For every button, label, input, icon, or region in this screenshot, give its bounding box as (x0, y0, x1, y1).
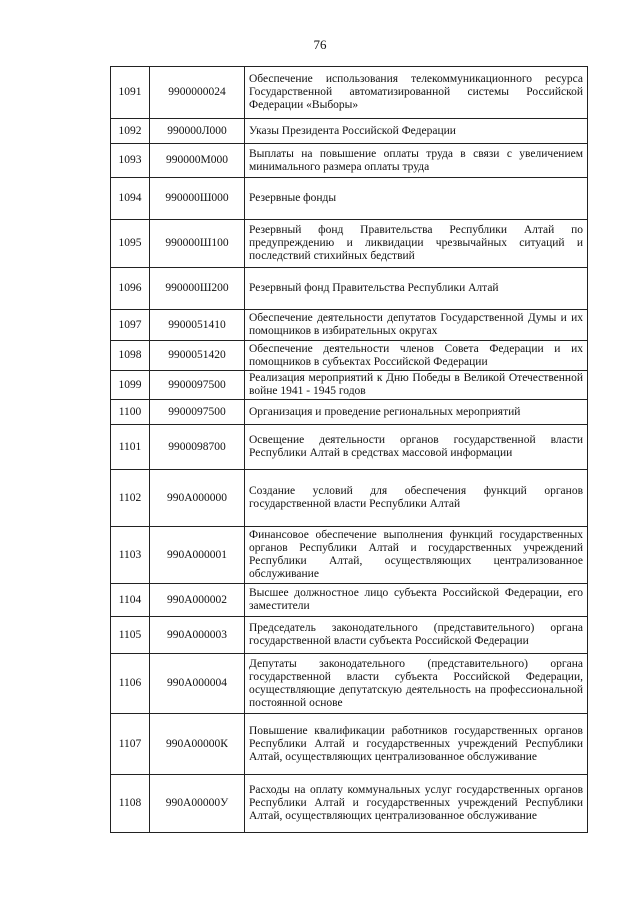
article-description: Повышение квалификации работников государственных органов Республики Алтай и государственных учреждений Республики Алтай, осуществляющих централизованное обслуживание (245, 714, 588, 775)
row-number: 1098 (111, 341, 150, 371)
target-article-code: 990А00000К (150, 714, 245, 775)
row-number: 1095 (111, 220, 150, 268)
row-number: 1102 (111, 470, 150, 527)
table-row (111, 400, 588, 425)
table-row (111, 654, 588, 714)
table-row (111, 144, 588, 178)
target-article-code: 990000Ш000 (150, 178, 245, 220)
table-row (111, 220, 588, 268)
target-article-code: 990А000002 (150, 584, 245, 617)
article-description: Резервный фонд Правительства Республики Алтай (245, 268, 588, 310)
target-article-code: 9900097500 (150, 371, 245, 400)
row-number: 1094 (111, 178, 150, 220)
target-article-code: 990000Ш100 (150, 220, 245, 268)
article-description: Обеспечение деятельности членов Совета Федерации и их помощников в субъектах Российской Федерации (245, 341, 588, 371)
page-number: 76 (313, 37, 327, 52)
article-description: Обеспечение деятельности депутатов Государственной Думы и их помощников в избирательных округах (245, 310, 588, 341)
table-row (111, 310, 588, 341)
table-row (111, 119, 588, 144)
article-description: Расходы на оплату коммунальных услуг государственных органов Республики Алтай и государственных учреждений Республики Алтай, осуществляющих централизованное обслуживание (245, 775, 588, 833)
target-article-code: 990А000003 (150, 617, 245, 654)
row-number: 1091 (111, 67, 150, 119)
target-article-code: 9900051420 (150, 341, 245, 371)
target-article-code: 990А000001 (150, 527, 245, 584)
target-article-code: 9900097500 (150, 400, 245, 425)
target-article-code: 9900098700 (150, 425, 245, 470)
row-number: 1107 (111, 714, 150, 775)
article-description: Выплаты на повышение оплаты труда в связи с увеличением минимального размера оплаты труда (245, 144, 588, 178)
table-row (111, 617, 588, 654)
row-number: 1097 (111, 310, 150, 341)
article-description: Организация и проведение региональных мероприятий (245, 400, 588, 425)
row-number: 1096 (111, 268, 150, 310)
table-row (111, 775, 588, 833)
row-number: 1099 (111, 371, 150, 400)
article-description: Депутаты законодательного (представительного) органа государственной власти субъекта Российской Федерации, осуществляющие депутатскую деятельность на профессиональной постоянной основе (245, 654, 588, 714)
table-row (111, 425, 588, 470)
table-row (111, 178, 588, 220)
target-article-code: 9900000024 (150, 67, 245, 119)
article-description: Резервный фонд Правительства Республики Алтай по предупреждению и ликвидации чрезвычайных ситуаций и последствий стихийных бедствий (245, 220, 588, 268)
target-article-code: 990А00000У (150, 775, 245, 833)
row-number: 1100 (111, 400, 150, 425)
row-number: 1093 (111, 144, 150, 178)
table-row (111, 371, 588, 400)
article-description: Резервные фонды (245, 178, 588, 220)
table-row (111, 67, 588, 119)
article-description: Председатель законодательного (представительного) органа государственной власти субъекта Российской Федерации (245, 617, 588, 654)
row-number: 1104 (111, 584, 150, 617)
target-article-code: 990000М000 (150, 144, 245, 178)
target-article-code: 990А000004 (150, 654, 245, 714)
table-row (111, 470, 588, 527)
budget-classification-table (110, 66, 588, 833)
target-article-code: 990000Ш200 (150, 268, 245, 310)
table-row (111, 341, 588, 371)
row-number: 1101 (111, 425, 150, 470)
table-row (111, 714, 588, 775)
row-number: 1106 (111, 654, 150, 714)
table-row (111, 268, 588, 310)
row-number: 1092 (111, 119, 150, 144)
article-description: Высшее должностное лицо субъекта Российской Федерации, его заместители (245, 584, 588, 617)
article-description: Указы Президента Российской Федерации (245, 119, 588, 144)
target-article-code: 990000Л000 (150, 119, 245, 144)
article-description: Реализация мероприятий к Дню Победы в Великой Отечественной войне 1941 - 1945 годов (245, 371, 588, 400)
target-article-code: 9900051410 (150, 310, 245, 341)
article-description: Освещение деятельности органов государственной власти Республики Алтай в средствах массовой информации (245, 425, 588, 470)
target-article-code: 990А000000 (150, 470, 245, 527)
article-description: Обеспечение использования телекоммуникационного ресурса Государственной автоматизированной системы Российской Федерации «Выборы» (245, 67, 588, 119)
row-number: 1103 (111, 527, 150, 584)
article-description: Финансовое обеспечение выполнения функций государственных органов Республики Алтай и государственных учреждений Республики Алтай, осуществляющих централизованное обслуживание (245, 527, 588, 584)
table-row (111, 584, 588, 617)
table-row (111, 527, 588, 584)
row-number: 1108 (111, 775, 150, 833)
article-description: Создание условий для обеспечения функций органов государственной власти Республики Алтай (245, 470, 588, 527)
row-number: 1105 (111, 617, 150, 654)
